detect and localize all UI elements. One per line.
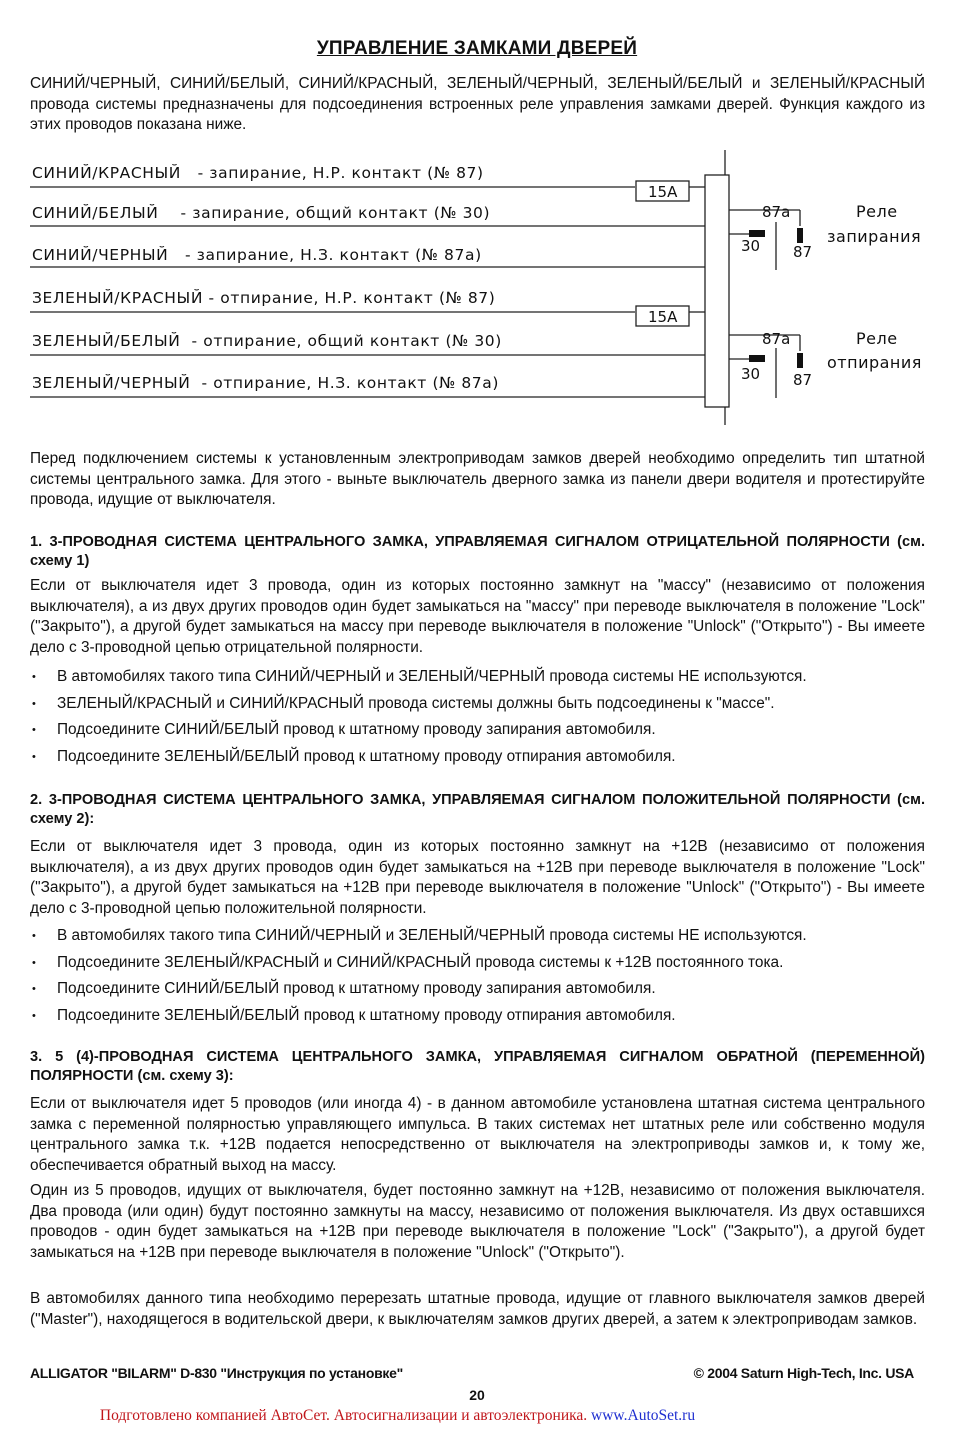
relay-lock-label: Реле: [856, 202, 898, 221]
relay-unlock-label: отпирания: [827, 353, 922, 372]
footer-product: ALLIGATOR "BILARM" D-830 "Инструкция по установке": [30, 1365, 403, 1381]
wire-label-green-red: ЗЕЛЕНЫЙ/КРАСНЫЙ - отпирание, Н.Р. контакт (№ 87): [32, 289, 496, 307]
section3-heading-text: 3. 5 (4)-ПРОВОДНАЯ СИСТЕМА ЦЕНТРАЛЬНОГО ЗАМКА, УПРАВЛЯЕМАЯ СИГНАЛОМ ОБРАТНОЙ (ПЕРЕМЕННОЙ) ПОЛЯРНОСТИ: [30, 1049, 925, 1084]
list-item: • Подсоедините ЗЕЛЕНЫЙ/БЕЛЫЙ провод к штатному проводу отпирания автомобиля.: [30, 1006, 930, 1026]
section3-body-1: Если от выключателя идет 5 проводов (или иногда 4) - в данном автомобиле установлена штатная система центрального замка с переменной полярностью управляющего импульса. В таких системах нет штатных реле или собственно модуля центрального замка т.к. +12В подается непосредственно от выключателя на электроприводы замков и, к тому же, обеспечивается обратный выход на массу.: [30, 1095, 925, 1174]
section1-bullets: [30, 667, 930, 773]
page-title: УПРАВЛЕНИЕ ЗАМКАМИ ДВЕРЕЙ: [316, 38, 638, 59]
section1-heading-text: 1. 3-ПРОВОДНАЯ СИСТЕМА ЦЕНТРАЛЬНОГО ЗАМКА, УПРАВЛЯЕМАЯ СИГНАЛОМ ОТРИЦАТЕЛЬНОЙ ПОЛЯРНОСТИ: [30, 534, 890, 550]
section3-heading: [30, 1048, 925, 1086]
fuse-label: 15A: [648, 308, 678, 326]
list-item: • В автомобилях такого типа СИНИЙ/ЧЕРНЫЙ и ЗЕЛЕНЫЙ/ЧЕРНЫЙ провода системы НЕ используются.: [30, 926, 930, 946]
pin-87a-label: 87a: [762, 330, 791, 348]
wire-label-blue-red: СИНИЙ/КРАСНЫЙ - запирание, Н.Р. контакт (№ 87): [32, 164, 484, 182]
section1-heading: [30, 533, 925, 571]
relay-contact: [797, 353, 803, 368]
credit-link[interactable]: www.AutoSet.ru: [591, 1407, 696, 1424]
list-item: • ЗЕЛЕНЫЙ/КРАСНЫЙ и СИНИЙ/КРАСНЫЙ провода системы должны быть подсоединены к "массе".: [30, 694, 930, 714]
list-item: • В автомобилях такого типа СИНИЙ/ЧЕРНЫЙ и ЗЕЛЕНЫЙ/ЧЕРНЫЙ провода системы НЕ используются.: [30, 667, 930, 687]
pin-87a-label: 87a: [762, 203, 791, 221]
page-number: 20: [469, 1387, 485, 1403]
section2-heading-text: 2. 3-ПРОВОДНАЯ СИСТЕМА ЦЕНТРАЛЬНОГО ЗАМКА, УПРАВЛЯЕМАЯ СИГНАЛОМ ПОЛОЖИТЕЛЬНОЙ ПОЛЯРНОСТИ: [30, 792, 891, 808]
section2-heading: [30, 791, 925, 829]
before-connect-paragraph: Перед подключением системы к установленным электроприводам замков дверей необходимо определить тип штатной системы центрального замка. Для этого - выньте выключатель дверного замка из панели двери водителя и протестируйте провода, идущие от выключателя.: [30, 450, 925, 508]
section1-body: Если от выключателя идет 3 провода, один из которых постоянно замкнут на "массу" (независимо от положения выключателя), а из двух других проводов один будет замыкаться на "массу" при переводе выключателя в положение "Lock" ("Закрыто"), а другой будет замыкаться на массу при переводе выключателя в положение "Unlock" ("Открыто") - Вы имеете дело с 3-проводной цепью отрицательной полярности.: [30, 577, 925, 656]
section2-body: Если от выключателя идет 3 провода, один из которых постоянно замкнут на +12В (независимо от положения выключателя), а из двух других проводов один будет замыкаться на +12В при переводе выключателя в положение "Lock" ("Закрыто"), а другой будет замыкаться на +12В при переводе выключателя в положение "Unlock" ("Открыто") - Вы имеете дело с 3-проводной цепью положительной полярности.: [30, 838, 925, 917]
wire-label-blue-black: СИНИЙ/ЧЕРНЫЙ - запирание, Н.З. контакт (№ 87а): [32, 246, 482, 264]
relay-lock-label: запирания: [827, 227, 922, 246]
section3-body-3: В автомобилях данного типа необходимо перерезать штатные провода, идущие от главного выключателя замков дверей ("Master"), находящегося в водительской двери, к выключателям замков других дверей, а затем к электроприводам замков.: [30, 1290, 925, 1328]
section3-ref: (см. схему 3):: [137, 1068, 234, 1084]
relay-contact: [749, 355, 765, 362]
list-item: • Подсоедините СИНИЙ/БЕЛЫЙ провод к штатному проводу запирания автомобиля.: [30, 979, 930, 999]
pin-87-label: 87: [793, 243, 813, 261]
pin-30-label: 30: [741, 365, 761, 383]
relay-unlock-label: Реле: [856, 329, 898, 348]
credit-line: [0, 1407, 795, 1425]
list-item: • Подсоедините ЗЕЛЕНЫЙ/БЕЛЫЙ провод к штатному проводу отпирания автомобиля.: [30, 747, 930, 767]
section3-body-2: Один из 5 проводов, идущих от выключателя, будет постоянно замкнут на +12В, независимо от положения выключателя. Два провода (или один) будут постоянно замкнуты на массу, независимо от положения выключателя. Из двух оставшихся проводов - один будет замыкаться на +12В при переводе выключателя в положение "Lock" ("Закрыто"), а другой будет замыкаться на +12В при переводе выключателя в положение "Unlock" ("Открыто").: [30, 1182, 925, 1261]
section2-ref: (см. схему 2):: [30, 792, 925, 827]
wire-label-green-black: ЗЕЛЕНЫЙ/ЧЕРНЫЙ - отпирание, Н.З. контакт (№ 87а): [32, 374, 500, 392]
relay-contact: [749, 230, 765, 237]
credit-text: Подготовлено компанией АвтоСет. Автосигнализации и автоэлектроника.: [99, 1407, 588, 1424]
fuse-label: 15A: [648, 183, 678, 201]
list-item: • Подсоедините ЗЕЛЕНЫЙ/КРАСНЫЙ и СИНИЙ/КРАСНЫЙ провода системы к +12В постоянного тока.: [30, 953, 930, 973]
intro-paragraph: СИНИЙ/ЧЕРНЫЙ, СИНИЙ/БЕЛЫЙ, СИНИЙ/КРАСНЫЙ, ЗЕЛЕНЫЙ/ЧЕРНЫЙ, ЗЕЛЕНЫЙ/БЕЛЫЙ и ЗЕЛЕНЫЙ/КРАСНЫЙ провода системы предназначены для подсоединения встроенных реле управления замками дверей. Функция каждого из этих проводов показана ниже.: [30, 75, 925, 133]
list-item: • Подсоедините СИНИЙ/БЕЛЫЙ провод к штатному проводу запирания автомобиля.: [30, 720, 930, 740]
wire-label-green-white: ЗЕЛЕНЫЙ/БЕЛЫЙ - отпирание, общий контакт (№ 30): [32, 332, 502, 350]
pin-87-label: 87: [793, 371, 813, 389]
relay-contact: [797, 228, 803, 243]
footer-copyright: © 2004 Saturn High-Tech, Inc. USA: [693, 1365, 914, 1381]
section1-ref: (см. схему 1): [30, 534, 925, 569]
wire-label-blue-white: СИНИЙ/БЕЛЫЙ - запирание, общий контакт (№ 30): [32, 204, 491, 222]
pin-30-label: 30: [741, 237, 761, 255]
section2-bullets: [30, 926, 930, 1032]
wiring-diagram: [0, 140, 954, 425]
connector-block: [705, 175, 729, 407]
